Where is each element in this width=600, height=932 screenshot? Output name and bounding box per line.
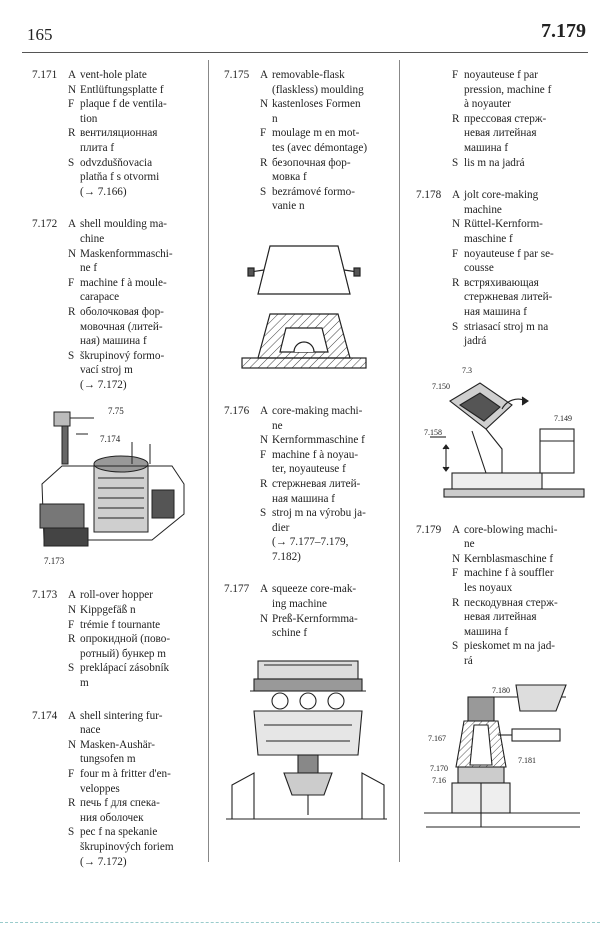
term-de: N Kernformmaschine f bbox=[260, 434, 365, 447]
term-sk: S preklápací zásobník m bbox=[68, 662, 170, 690]
figure-label: 7.3 bbox=[462, 365, 472, 375]
entry-number: 7.179 bbox=[416, 523, 442, 536]
entry-7-175 bbox=[224, 68, 394, 214]
entry-7-178 bbox=[416, 188, 592, 349]
term-en: A roll-over hopper bbox=[68, 589, 154, 602]
term-en: A shell sintering fur- nace bbox=[68, 709, 163, 737]
term-ru: R оболочковая фор- мовочная (литей- ная) машина f bbox=[68, 305, 164, 348]
figure-label: 7.75 bbox=[108, 406, 124, 417]
jolt-core-machine-illustration bbox=[416, 361, 586, 501]
term-ru: R опрокидной (пово- ротный) бункер m bbox=[68, 633, 171, 660]
column-1 bbox=[32, 68, 202, 887]
entry-number: 7.172 bbox=[32, 218, 58, 231]
entry-number: 7.173 bbox=[32, 589, 58, 602]
term-fr: F noyauteuse f par se- cousse bbox=[452, 247, 554, 275]
term-de: N Maskenformmaschi- ne f bbox=[68, 247, 173, 275]
term-ru: R безопочная фор- мовка f bbox=[260, 156, 351, 184]
entry-7-174 bbox=[32, 709, 202, 870]
term-de: N Preß-Kernformma- schine f bbox=[260, 612, 358, 640]
term-fr: F machine f à noyau- ter, noyauteuse f bbox=[260, 448, 359, 476]
figure-label: 7.149 bbox=[554, 413, 572, 423]
term-ru: R пескодувная стерж- невая литейная машина f bbox=[452, 596, 558, 638]
term-ru: R печь f для спека- ния оболочек bbox=[68, 797, 160, 824]
entry-7-171 bbox=[32, 68, 202, 199]
page-footer-edge bbox=[0, 922, 600, 923]
shell-moulding-machine-illustration bbox=[32, 404, 192, 566]
entry-number: 7.177 bbox=[224, 583, 250, 596]
term-de: N Rüttel-Kernform- maschine f bbox=[452, 218, 543, 245]
page-number: 165 bbox=[27, 25, 53, 44]
figure-label: 7.181 bbox=[518, 755, 536, 765]
column-2 bbox=[224, 68, 394, 849]
term-en: A removable-flask (flaskless) moulding bbox=[260, 69, 364, 96]
entry-number: 7.176 bbox=[224, 404, 250, 417]
term-de: N Kippgefäß n bbox=[68, 604, 136, 617]
entry-7-173 bbox=[32, 588, 202, 690]
term-ru: R встряхивающая стержневая литей- ная машина f bbox=[452, 276, 553, 318]
header-rule bbox=[22, 52, 588, 53]
figure-label: 7.167 bbox=[428, 733, 446, 743]
term-ru: R вентиляционная плита f bbox=[68, 127, 158, 154]
core-blowing-machine-illustration bbox=[416, 681, 586, 831]
figure-label: 7.158 bbox=[424, 427, 442, 437]
entry-7-177-continued bbox=[416, 68, 592, 170]
figure-label: 7.173 bbox=[44, 556, 65, 567]
entry-7-177 bbox=[224, 582, 394, 640]
term-de: N Entlüftungsplatte f bbox=[68, 83, 164, 96]
term-fr: F moulage m en mot- tes (avec démontage) bbox=[260, 127, 368, 154]
figure-label: 7.16 bbox=[432, 775, 446, 785]
term-sk: S stroj m na výrobu ja- dier (→ 7.177–7.179, 7.182) bbox=[260, 507, 366, 563]
term-de: N Kernblasmaschine f bbox=[452, 552, 554, 565]
column-divider-2 bbox=[399, 60, 400, 862]
term-fr: F machine f à souffler les noyaux bbox=[452, 567, 554, 595]
term-en: A jolt core-making machine bbox=[452, 189, 539, 216]
figure-label: 7.180 bbox=[492, 685, 510, 695]
column-divider-1 bbox=[208, 60, 209, 862]
squeeze-core-machine-illustration bbox=[224, 655, 389, 827]
figure-label: 7.150 bbox=[432, 381, 450, 391]
term-ru: R стержневая литей- ная машина f bbox=[260, 477, 361, 505]
entry-number: 7.171 bbox=[32, 69, 58, 81]
term-de: N Masken-Aushär- tungsofen m bbox=[68, 738, 155, 766]
term-sk: S pieskomet m na jad- rá bbox=[452, 640, 556, 668]
term-fr: F trémie f tournante bbox=[68, 618, 161, 631]
entry-7-179 bbox=[416, 523, 592, 669]
term-en: A core-making machi- ne bbox=[260, 404, 363, 432]
term-de: N kastenloses Formen n bbox=[260, 98, 361, 125]
entry-number: 7.178 bbox=[416, 189, 442, 202]
column-3 bbox=[416, 68, 592, 853]
term-sk: S pec f na spekanie škrupinových foriem (→ 7.172) bbox=[68, 826, 174, 868]
term-en: A vent-hole plate bbox=[68, 69, 147, 81]
term-fr: F four m à fritter d'en- veloppes bbox=[68, 768, 171, 795]
term-ru: R прессовая стерж- невая литейная машина f bbox=[452, 112, 547, 154]
term-sk: S lis m na jadrá bbox=[452, 156, 525, 169]
term-sk: S bezrámové formo- vanie n bbox=[260, 185, 355, 213]
flaskless-moulding-illustration bbox=[224, 232, 384, 382]
term-sk: S škrupinový formo- vací stroj m (→ 7.172) bbox=[68, 349, 165, 391]
term-fr: F machine f à moule- carapace bbox=[68, 276, 167, 304]
term-sk: S striasací stroj m na jadrá bbox=[452, 320, 549, 348]
term-en: A squeeze core-mak- ing machine bbox=[260, 583, 357, 611]
section-code: 7.179 bbox=[541, 20, 586, 42]
term-fr: F noyauteuse f par pression, machine f à noyauter bbox=[452, 69, 552, 111]
term-en: A shell moulding ma- chine bbox=[68, 218, 168, 245]
term-fr: F plaque f de ventila- tion bbox=[68, 98, 167, 125]
term-sk: S odvzdušňovacia platňa f s otvormi (→ 7.166) bbox=[68, 156, 160, 198]
figure-label: 7.174 bbox=[100, 434, 121, 445]
entry-number: 7.175 bbox=[224, 69, 250, 81]
term-en: A core-blowing machi- ne bbox=[452, 523, 558, 551]
entry-7-172 bbox=[32, 217, 202, 392]
figure-label: 7.170 bbox=[430, 763, 448, 773]
entry-7-176 bbox=[224, 404, 394, 565]
entry-number: 7.174 bbox=[32, 709, 58, 722]
